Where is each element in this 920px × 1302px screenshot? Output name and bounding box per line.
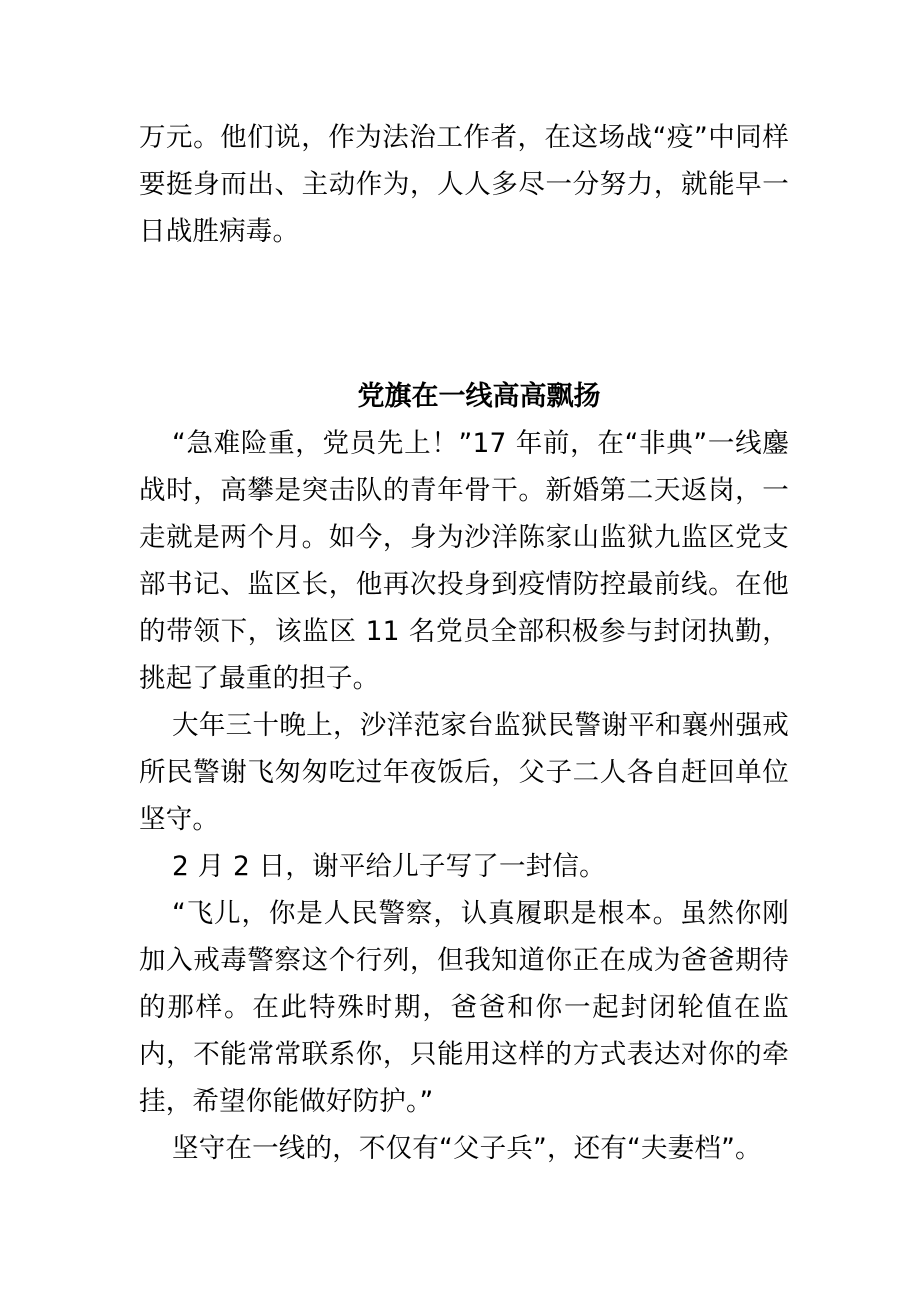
- paragraph-new-year-eve: 大年三十晚上，沙洋范家台监狱民警谢平和襄州强戒所民警谢飞匆匆吃过年夜饭后，父子二人各自赶回单位坚守。: [139, 710, 789, 835]
- paragraph-couple: 坚守在一线的，不仅有“父子兵”，还有“夫妻档”。: [172, 1133, 762, 1164]
- section-title: 党旗在一线高高飘扬: [357, 381, 601, 412]
- paragraph-letter-date: 2 月 2 日，谢平给儿子写了一封信。: [172, 851, 606, 882]
- section-spacer: [139, 255, 789, 373]
- document-page: [139, 114, 789, 1172]
- paragraph-letter-content: “飞儿，你是人民警察，认真履职是根本。虽然你刚加入戒毒警察这个行列，但我知道你正在成为爸爸期待的那样。在此特殊时期，爸爸和你一起封闭轮值在监内，不能常常联系你，只能用这样的方式表达对你的牵挂，希望你能做好防护。”: [139, 898, 789, 1117]
- paragraph-gao-pan: “急难险重，党员先上！”17 年前，在“非典”一线鏖战时，高攀是突击队的青年骨干。新婚第二天返岗，一走就是两个月。如今，身为沙洋陈家山监狱九监区党支部书记、监区长，他再次投身到疫情防控最前线。在他的带领下，该监区 11 名党员全部积极参与封闭执勤，挑起了最重的担子。: [139, 428, 789, 694]
- intro-paragraph: 万元。他们说，作为法治工作者，在这场战“疫”中同样要挺身而出、主动作为，人人多尽一分努力，就能早一日战胜病毒。: [139, 122, 789, 247]
